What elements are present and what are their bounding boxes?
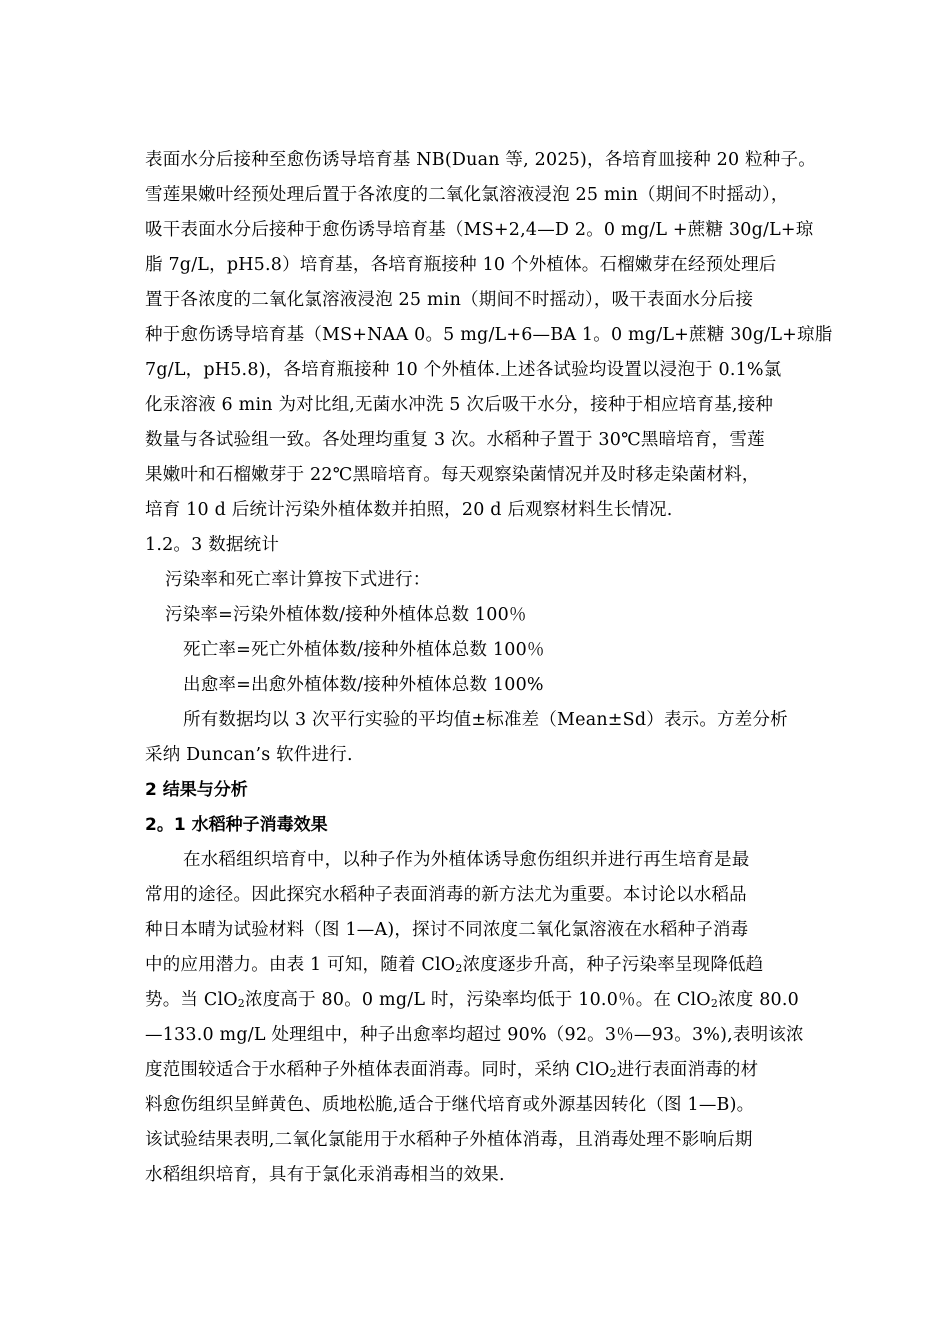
formula-death-rate: 死亡率=死亡外植体数/接种外植体总数 100％ bbox=[183, 640, 545, 660]
text-line: 水稻组织培育，具有于氯化汞消毒相当的效果. bbox=[145, 1165, 505, 1185]
text-line: 果嫩叶和石榴嫩芽于 22℃黑暗培育。每天观察染菌情况并及时移走染菌材料， bbox=[145, 465, 760, 485]
text-line: 种日本晴为试验材料（图 1—A)，探讨不同浓度二氧化氯溶液在水稻种子消毒 bbox=[145, 920, 749, 940]
text-run: 进行表面消毒的材 bbox=[616, 1060, 759, 1080]
formula-callus-rate: 出愈率=出愈外植体数/接种外植体总数 100% bbox=[183, 675, 544, 695]
text-line: 表面水分后接种至愈伤诱导培育基 NB(Duan 等, 2025)，各培育皿接种 20 粒种子。 bbox=[145, 150, 816, 170]
subscript: 2 bbox=[710, 997, 719, 1010]
document-page bbox=[145, 143, 833, 1193]
section-data-statistics bbox=[145, 528, 825, 773]
text-line: 吸干表面水分后接种于愈伤诱导培育基（MS+2,4—D 2。0 mg/L +蔗糖 30g/L+琼 bbox=[145, 220, 814, 240]
stats-method-line: 采纳 Duncan’s 软件进行. bbox=[145, 745, 353, 765]
text-line: 化汞溶液 6 min 为对比组,无菌水冲洗 5 次后吸干水分，接种于相应培育基,接种 bbox=[145, 395, 774, 415]
text-run: 浓度逐步升高，种子污染率呈现降低趋 bbox=[462, 955, 764, 975]
text-line: 常用的途径。因此探究水稻种子表面消毒的新方法尤为重要。本讨论以水稻品 bbox=[145, 885, 747, 905]
text-run: 度范围较适合于水稻种子外植体表面消毒。同时，采纳 ClO bbox=[145, 1060, 610, 1080]
text-line: 该试验结果表明,二氧化氯能用于水稻种子外植体消毒，且消毒处理不影响后期 bbox=[145, 1130, 753, 1150]
text-line bbox=[145, 948, 825, 983]
text-line: —133.0 mg/L 处理组中，种子出愈率均超过 90%（92。3％—93。3%),表明该浓 bbox=[145, 1025, 804, 1045]
text-line bbox=[145, 1053, 825, 1088]
formula-contamination-rate: 污染率=污染外植体数/接种外植体总数 100％ bbox=[165, 605, 527, 625]
section-heading-1-2-3: 1.2。3 数据统计 bbox=[145, 535, 280, 555]
section-heading-2: 2 结果与分析 bbox=[145, 780, 248, 800]
text-line: 培育 10 d 后统计污染外植体数并拍照，20 d 后观察材料生长情况. bbox=[145, 500, 673, 520]
stats-method-line: 所有数据均以 3 次平行实验的平均值±标准差（Mean±Sd）表示。方差分析 bbox=[183, 710, 788, 730]
text-run: 浓度 80.0 bbox=[718, 990, 799, 1010]
subscript: 2 bbox=[237, 997, 245, 1010]
text-line: 7g/L，pH5.8)，各培育瓶接种 10 个外植体.上述各试验均设置以浸泡于 0.1%氯 bbox=[145, 360, 782, 380]
text-line: 种于愈伤诱导培育基（MS+NAA 0。5 mg/L+6—BA 1。0 mg/L+蔗糖 30g/L+琼脂 bbox=[145, 325, 833, 345]
text-run: 势。当 ClO bbox=[145, 990, 238, 1010]
text-line: 在水稻组织培育中，以种子作为外植体诱导愈伤组织并进行再生培育是最 bbox=[183, 850, 750, 870]
subscript: 2 bbox=[455, 962, 463, 975]
text-run: 浓度高于 80。0 mg/L 时，污染率均低于 10.0％。在 ClO bbox=[245, 990, 711, 1010]
text-line bbox=[145, 983, 825, 1018]
text-line: 置于各浓度的二氧化氯溶液浸泡 25 min（期间不时摇动），吸干表面水分后接 bbox=[145, 290, 754, 310]
text-run: 中的应用潜力。由表 1 可知，随着 ClO bbox=[145, 955, 456, 975]
subscript: 2 bbox=[609, 1067, 617, 1080]
section-heading-2-1: 2。1 水稻种子消毒效果 bbox=[145, 815, 328, 835]
methods-paragraph bbox=[145, 143, 833, 528]
text-line: 脂 7g/L，pH5.8）培育基，各培育瓶接种 10 个外植体。石榴嫩芽在经预处理后 bbox=[145, 255, 777, 275]
text-line: 数量与各试验组一致。各处理均重复 3 次。水稻种子置于 30℃黑暗培育，雪莲 bbox=[145, 430, 765, 450]
results-paragraph bbox=[145, 843, 825, 1193]
text-line: 料愈伤组织呈鲜黄色、质地松脆,适合于继代培育或外源基因转化（图 1—B)。 bbox=[145, 1095, 755, 1115]
text-line: 雪莲果嫩叶经预处理后置于各浓度的二氧化氯溶液浸泡 25 min（期间不时摇动）， bbox=[145, 185, 789, 205]
formula-intro: 污染率和死亡率计算按下式进行： bbox=[165, 570, 431, 590]
